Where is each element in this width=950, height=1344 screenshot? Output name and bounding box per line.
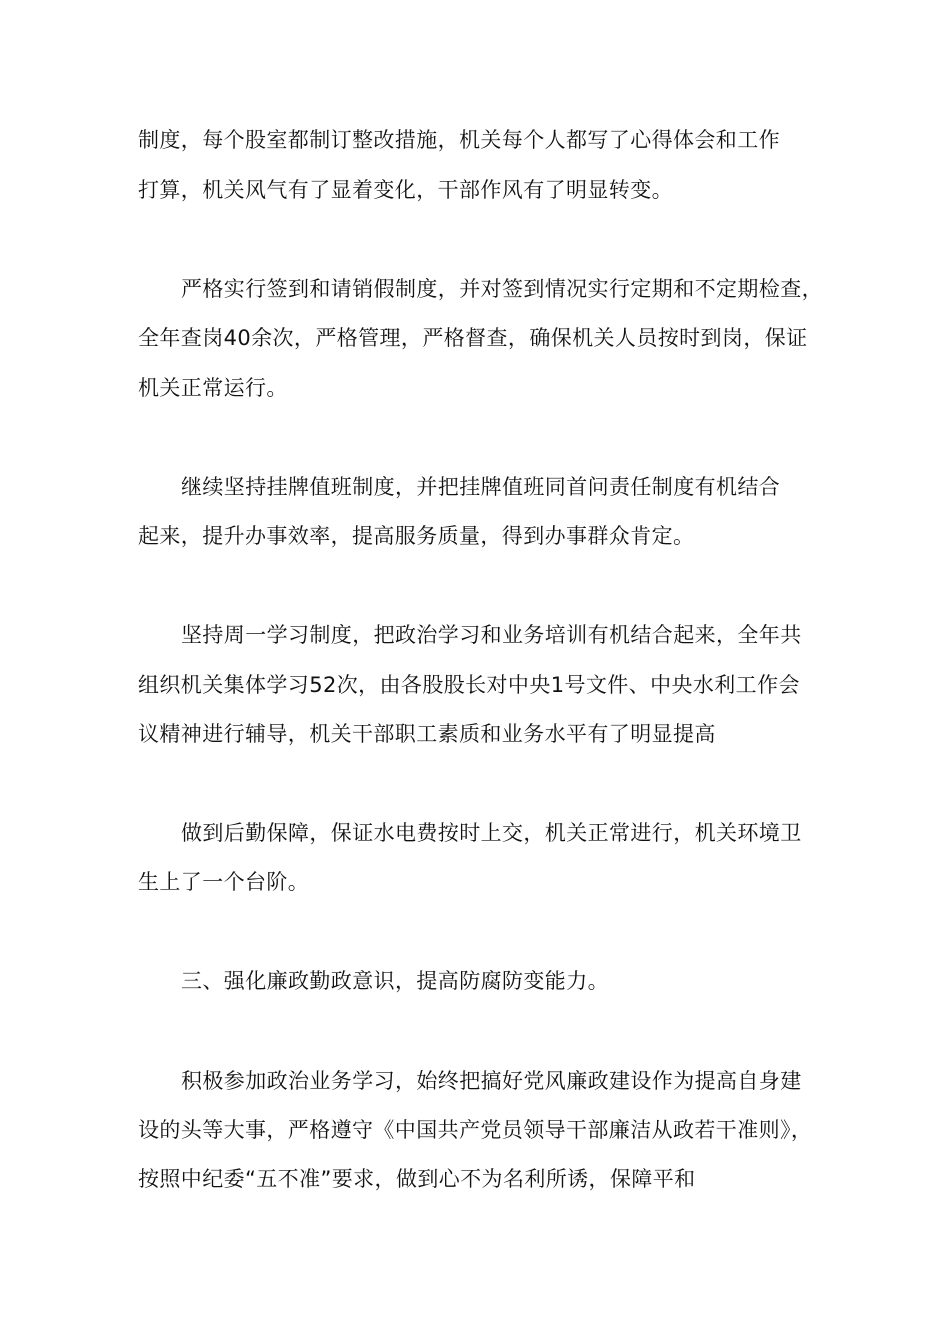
- paragraph-line: 生上了一个台阶。: [138, 870, 310, 894]
- paragraph-line: 做到后勤保障，保证水电费按时上交，机关正常进行，机关环境卫: [181, 821, 802, 845]
- paragraph-line: 设的头等大事，严格遵守《中国共产党员领导干部廉洁从政若干准则》，: [138, 1118, 813, 1142]
- paragraph-line: 制度，每个股室都制订整改措施，机关每个人都写了心得体会和工作: [138, 128, 780, 152]
- paragraph-line: 坚持周一学习制度，把政治学习和业务培训有机结合起来，全年共: [181, 623, 802, 647]
- paragraph-line: 严格实行签到和请销假制度，并对签到情况实行定期和不定期检查，: [181, 277, 823, 301]
- paragraph-line: 起来，提升办事效率，提高服务质量，得到办事群众肯定。: [138, 524, 695, 548]
- paragraph-line: 组织机关集体学习52次，由各股股长对中央1号文件、中央水利工作会: [138, 673, 800, 697]
- paragraph-line: 议精神进行辅导，机关干部职工素质和业务水平有了明显提高: [138, 722, 716, 746]
- paragraph-line: 机关正常运行。: [138, 376, 288, 400]
- paragraph-line: 继续坚持挂牌值班制度，并把挂牌值班同首问责任制度有机结合: [181, 475, 781, 499]
- paragraph-line: 全年查岗40余次，严格管理，严格督查，确保机关人员按时到岗，保证: [138, 326, 808, 350]
- section-heading: 三、强化廉政勤政意识，提高防腐防变能力。: [181, 969, 609, 993]
- paragraph-line: 按照中纪委“五不准”要求，做到心不为名利所诱，保障平和: [138, 1167, 696, 1191]
- paragraph-line: 打算，机关风气有了显着变化，干部作风有了明显转变。: [138, 178, 673, 202]
- paragraph-line: 积极参加政治业务学习，始终把搞好党风廉政建设作为提高自身建: [181, 1069, 802, 1093]
